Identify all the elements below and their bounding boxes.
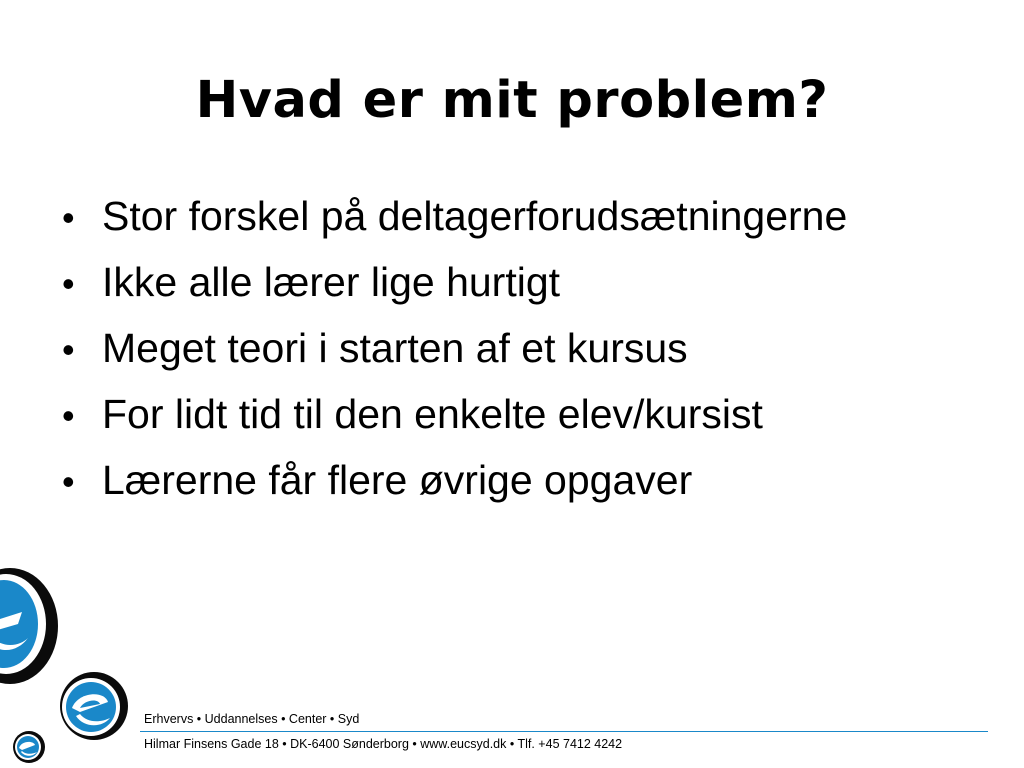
footer-organization: Erhvervs • Uddannelses • Center • Syd [144, 712, 360, 726]
eucsyd-logo-medium-icon [58, 670, 130, 742]
bullet-text: Stor forskel på deltagerforudsætningerne [102, 193, 848, 239]
bullet-dot-icon: • [62, 395, 75, 436]
eucsyd-logo-small-icon [12, 730, 46, 764]
bullet-dot-icon: • [62, 263, 75, 304]
bullet-dot-icon: • [62, 197, 75, 238]
bullet-item [62, 452, 847, 518]
bullet-text: For lidt tid til den enkelte elev/kursist [102, 391, 763, 437]
bullet-item [62, 386, 847, 452]
bullet-item [62, 320, 847, 386]
bullet-text: Meget teori i starten af et kursus [102, 325, 688, 371]
bullet-text: Lærerne får flere øvrige opgaver [102, 457, 693, 503]
eucsyd-logo-large-icon [0, 564, 62, 688]
footer-address: Hilmar Finsens Gade 18 • DK-6400 Sønderborg • www.eucsyd.dk • Tlf. +45 7412 4242 [144, 737, 623, 751]
bullet-dot-icon: • [62, 329, 75, 370]
bullet-list [62, 188, 847, 518]
footer-divider [140, 731, 988, 732]
slide-title: Hvad er mit problem? [195, 71, 829, 130]
bullet-item [62, 254, 847, 320]
bullet-item [62, 188, 847, 254]
bullet-dot-icon: • [62, 461, 75, 502]
bullet-text: Ikke alle lærer lige hurtigt [102, 259, 561, 305]
